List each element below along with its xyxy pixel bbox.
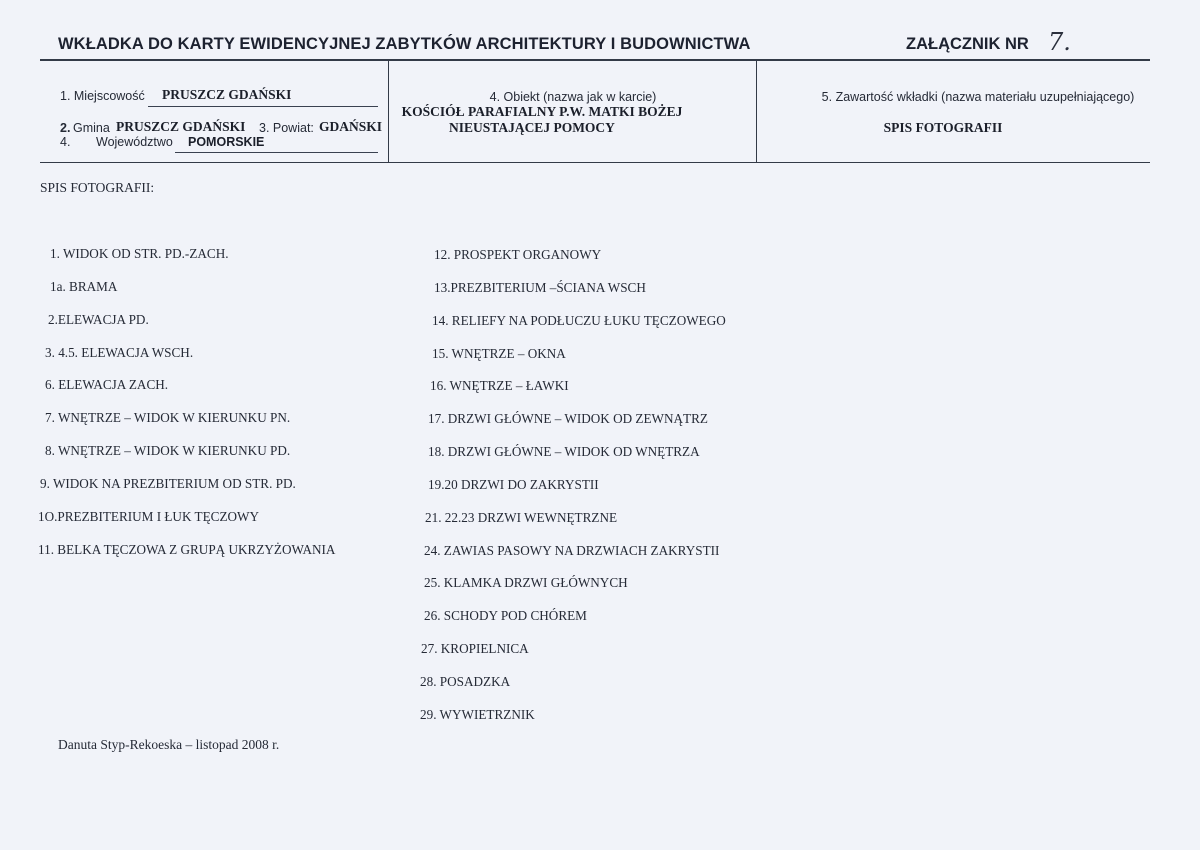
object-label: 4. Obiekt (nazwa jak w karcie) — [489, 90, 657, 104]
list-item: 7. WNĘTRZE – WIDOK W KIERUNKU PN. — [45, 410, 291, 425]
list-item: 14. RELIEFY NA PODŁUCZU ŁUKU TĘCZOWEGO — [432, 313, 726, 328]
county-value: GDAŃSKI — [319, 119, 383, 134]
list-item: 2.ELEWACJA PD. — [48, 312, 149, 327]
author-signature-line: Danuta Styp-Rekoeska – listopad 2008 r. — [58, 737, 280, 752]
photo-list-title: SPIS FOTOGRAFII: — [40, 180, 155, 195]
locality-value: PRUSZCZ GDAŃSKI — [162, 87, 292, 102]
column-divider-1 — [388, 60, 389, 163]
content-value: SPIS FOTOGRAFII — [883, 120, 1003, 135]
list-item: 1. WIDOK OD STR. PD.-ZACH. — [50, 246, 229, 261]
header-top-rule — [40, 59, 1150, 61]
locality-label: 1. Miejscowość — [60, 89, 145, 103]
locality-underline — [148, 106, 378, 107]
county-label: 3. Powiat: — [259, 121, 314, 135]
list-item: 13.PREZBITERIUM –ŚCIANA WSCH — [434, 280, 646, 295]
commune-value: PRUSZCZ GDAŃSKI — [116, 119, 246, 134]
header-bottom-rule — [40, 162, 1150, 163]
list-item: 17. DRZWI GŁÓWNE – WIDOK OD ZEWNĄTRZ — [428, 411, 708, 426]
list-item: 19.20 DRZWI DO ZAKRYSTII — [428, 477, 599, 492]
annex-label: ZAŁĄCZNIK NR — [906, 35, 1029, 53]
list-item: 24. ZAWIAS PASOWY NA DRZWIACH ZAKRYSTII — [424, 543, 720, 558]
list-item: 12. PROSPEKT ORGANOWY — [434, 247, 602, 262]
list-item: 16. WNĘTRZE – ŁAWKI — [430, 378, 569, 393]
list-item: 1a. BRAMA — [50, 279, 118, 294]
content-label: 5. Zawartość wkładki (nazwa materiału uzupełniającego) — [821, 90, 1135, 104]
list-item: 9. WIDOK NA PREZBITERIUM OD STR. PD. — [40, 476, 296, 491]
object-value-line2: NIEUSTAJĄCEJ POMOCY — [449, 120, 615, 135]
list-item: 11. BELKA TĘCZOWA Z GRUPĄ UKRZYŻOWANIA — [38, 542, 336, 557]
document-title: WKŁADKA DO KARTY EWIDENCYJNEJ ZABYTKÓW ARCHITEKTURY I BUDOWNICTWA — [58, 35, 751, 53]
commune-number: 2. — [60, 121, 71, 135]
voivodeship-underline — [175, 152, 378, 153]
voivodeship-number: 4. — [60, 135, 71, 149]
annex-number: 7. — [1048, 28, 1071, 56]
column-divider-2 — [756, 60, 757, 163]
voivodeship-value: POMORSKIE — [188, 135, 265, 149]
voivodeship-label: Województwo — [96, 135, 173, 149]
list-item: 28. POSADZKA — [420, 674, 511, 689]
list-item: 3. 4.5. ELEWACJA WSCH. — [45, 345, 194, 360]
list-item: 21. 22.23 DRZWI WEWNĘTRZNE — [425, 510, 618, 525]
list-item: 18. DRZWI GŁÓWNE – WIDOK OD WNĘTRZA — [428, 444, 700, 459]
list-item: 8. WNĘTRZE – WIDOK W KIERUNKU PD. — [45, 443, 291, 458]
list-item: 1O.PREZBITERIUM I ŁUK TĘCZOWY — [38, 509, 259, 524]
list-item: 29. WYWIETRZNIK — [420, 707, 535, 722]
commune-label: Gmina — [73, 121, 110, 135]
list-item: 15. WNĘTRZE – OKNA — [432, 346, 566, 361]
list-item: 25. KLAMKA DRZWI GŁÓWNYCH — [424, 575, 628, 590]
list-item: 27. KROPIELNICA — [421, 641, 529, 656]
list-item: 6. ELEWACJA ZACH. — [45, 377, 169, 392]
list-item: 26. SCHODY POD CHÓREM — [424, 608, 587, 623]
object-value-line1: KOŚCIÓŁ PARAFIALNY P.W. MATKI BOŻEJ — [401, 104, 683, 119]
